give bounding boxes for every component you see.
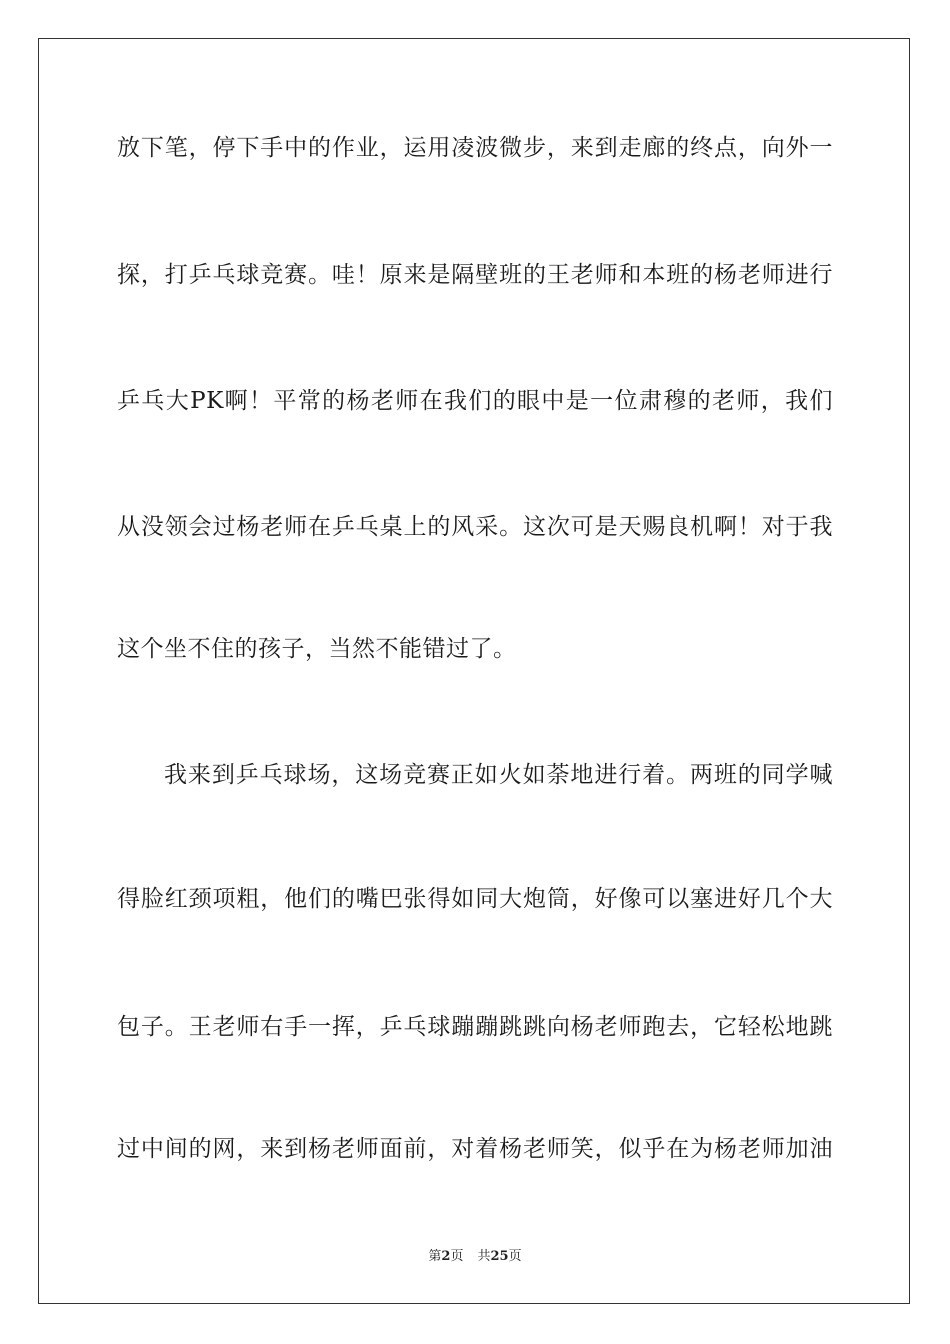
text-line-6-paragraph-start: 我来到乒乓球场，这场竞赛正如火如荼地进行着。两班的同学喊 [164, 762, 833, 788]
text-line-8: 包子。王老师右手一挥，乒乓球蹦蹦跳跳向杨老师跑去，它轻松地跳 [117, 1014, 833, 1040]
text-line-7: 得脸红颈项粗，他们的嘴巴张得如同大炮筒，好像可以塞进好几个大 [117, 886, 833, 912]
page-footer [0, 1248, 950, 1266]
text-line-4: 从没领会过杨老师在乒乓桌上的风采。这次可是天赐良机啊！对于我 [117, 514, 833, 540]
page-suffix: 页 [450, 1249, 464, 1264]
page-border [38, 38, 910, 1304]
total-pages: 25 [490, 1249, 509, 1264]
text-line-1: 放下笔，停下手中的作业，运用凌波微步，来到走廊的终点，向外一 [117, 135, 833, 161]
total-suffix: 页 [508, 1249, 522, 1264]
total-prefix: 共 [477, 1249, 491, 1264]
text-line-9: 过中间的网，来到杨老师面前，对着杨老师笑，似乎在为杨老师加油 [117, 1136, 833, 1162]
page-prefix: 第 [428, 1249, 442, 1264]
page-number: 2 [441, 1249, 451, 1264]
text-line-2: 探，打乒乓球竞赛。哇！原来是隔壁班的王老师和本班的杨老师进行 [117, 262, 833, 288]
text-line-3: 乒乓大PK啊！平常的杨老师在我们的眼中是一位肃穆的老师，我们 [117, 388, 833, 414]
text-line-5: 这个坐不住的孩子，当然不能错过了。 [117, 636, 517, 662]
